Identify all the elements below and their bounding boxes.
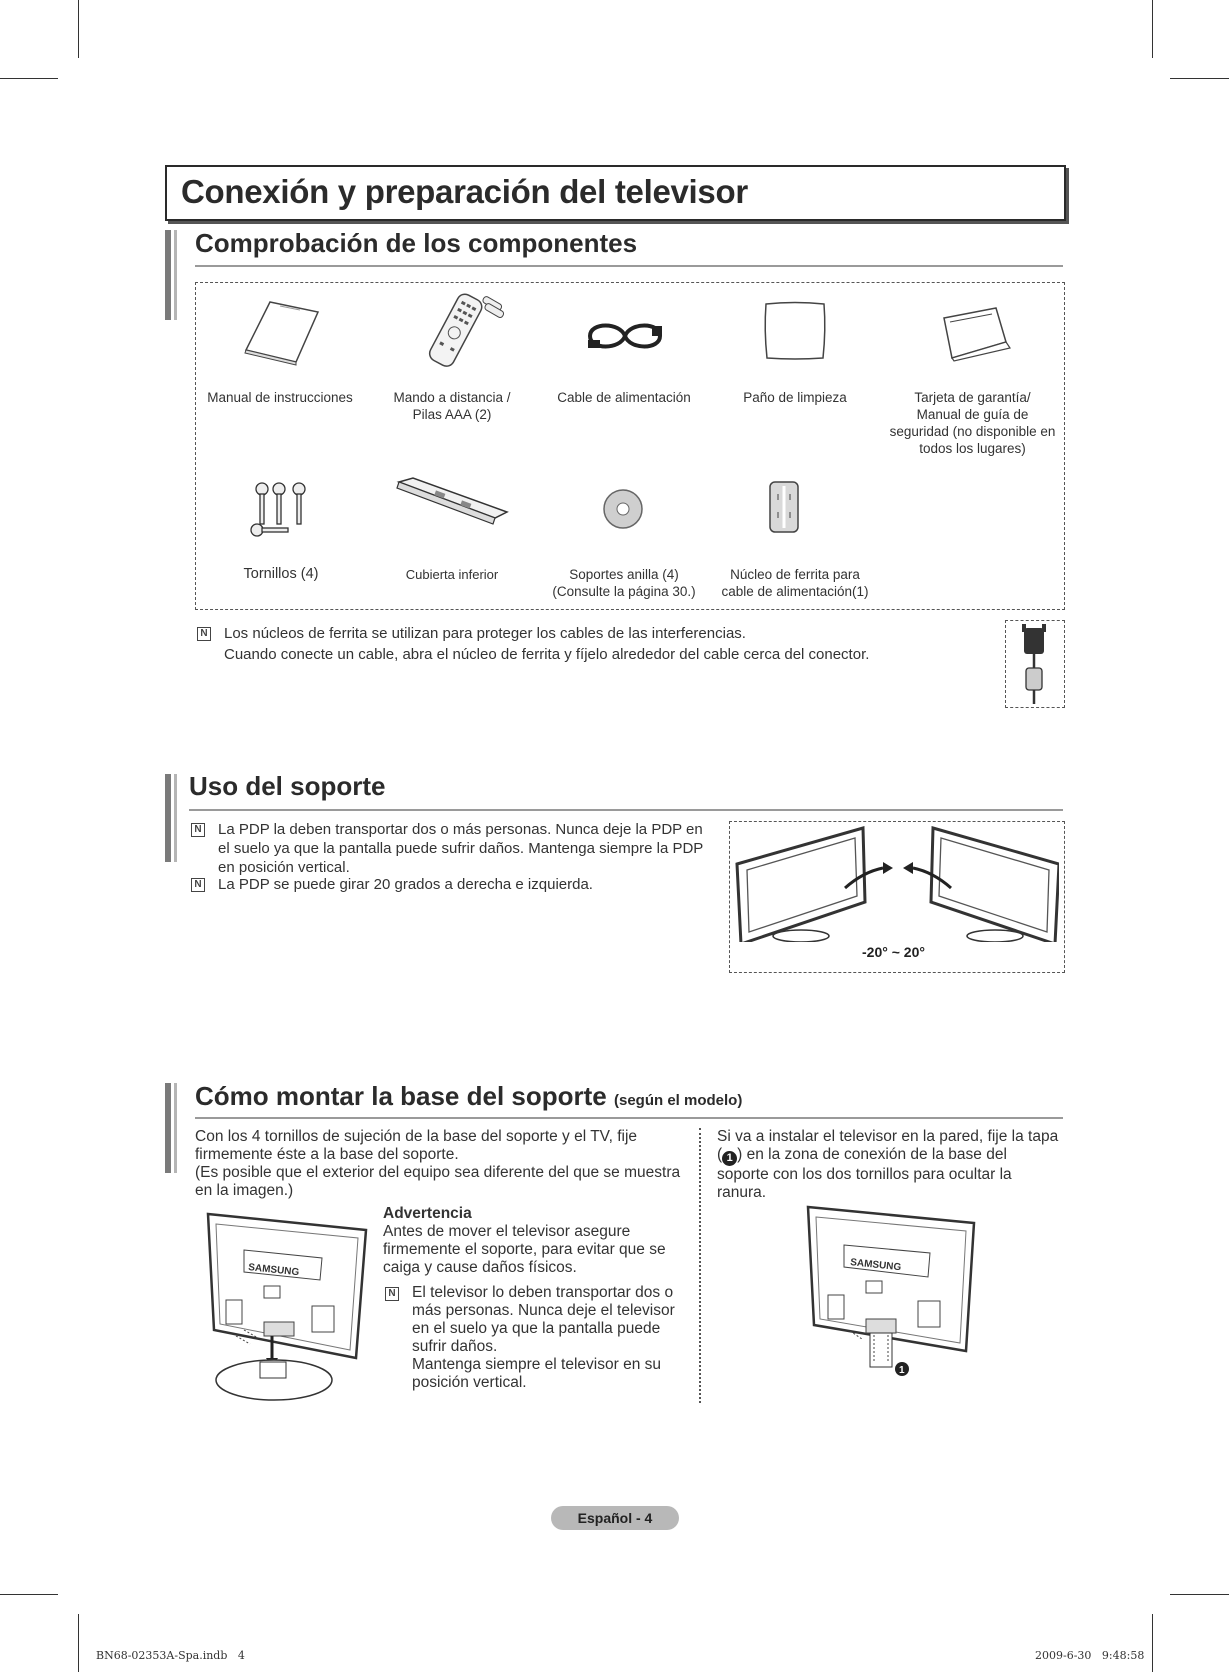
section-title-suffix: (según el modelo) — [613, 1092, 743, 1109]
note-text: La PDP la deben transportar dos o más personas. Nunca deje la PDP en el suelo ya que la pantalla puede sufrir daños. Mantenga siempre la PDP en posición vertical. — [218, 821, 704, 876]
section-rule — [195, 1117, 1063, 1119]
component-label: Tarjeta de garantía/ Manual de guía de seguridad (no disponible en todos los lugares) — [889, 390, 1056, 456]
crop-mark — [1152, 1614, 1153, 1672]
component-label: Manual de instrucciones — [207, 390, 353, 405]
screws-icon — [248, 480, 318, 542]
manual-icon — [240, 298, 325, 366]
note-text: Cuando conecte un cable, abra el núcleo de ferrita y fíjelo alrededor del cable cerca del conector. — [224, 646, 870, 663]
section-bar — [174, 774, 177, 862]
tv-brand-text: SAMSUNG — [849, 1257, 902, 1274]
component-label: Núcleo de ferrita para cable de alimentación(1) — [721, 567, 869, 599]
section-bar — [165, 774, 171, 862]
crop-mark — [1170, 78, 1229, 79]
section-rule — [195, 265, 1063, 267]
section-bar — [165, 230, 171, 320]
note-icon: N — [197, 627, 211, 641]
crop-mark — [0, 78, 58, 79]
ring-holder-icon — [598, 486, 648, 532]
component-label: Soportes anilla (4) (Consulte la página 30.) — [552, 567, 696, 599]
crop-mark — [78, 0, 79, 58]
wall-mount-text-b: ) en la zona de conexión de la base del soporte con los dos tornillos para ocultar la ranura. — [717, 1146, 1012, 1201]
section-title-stand-use: Uso del soporte — [189, 771, 386, 801]
warranty-card-icon — [940, 304, 1015, 362]
section-bar — [174, 1083, 177, 1173]
callout-marker: 1 — [722, 1151, 737, 1166]
crop-mark — [0, 1594, 58, 1595]
cleaning-cloth-icon — [760, 298, 830, 363]
warning-note: El televisor lo deben transportar dos o más personas. Nunca deje el televisor en el suelo ya que la pantalla puede sufrir daños. Mantenga siempre el televisor en su posición vertical. — [412, 1284, 675, 1391]
crop-mark — [1170, 1594, 1229, 1595]
page-title: Conexión y preparación del televisor — [181, 173, 748, 210]
power-cable-icon — [580, 316, 670, 358]
component-label: Tornillos (4) — [243, 566, 319, 582]
crop-mark — [78, 1614, 79, 1672]
note-icon: N — [191, 878, 205, 892]
section-title-text: Cómo montar la base del soporte — [195, 1081, 607, 1111]
rotation-range-label: -20° ~ 20° — [862, 944, 925, 960]
warning-title: Advertencia — [383, 1205, 472, 1222]
note-text: La PDP se puede girar 20 grados a derecha e izquierda. — [218, 876, 593, 893]
footer-file-name: BN68-02353A-Spa.indb 4 — [96, 1649, 245, 1662]
section-rule — [189, 809, 1063, 811]
warning-text: Antes de mover el televisor asegure firmemente el soporte, para evitar que se caiga y cause daños físicos. — [383, 1223, 666, 1276]
tv-back-stand-illustration — [204, 1210, 374, 1410]
section-bar — [174, 230, 177, 320]
wall-mount-text — [717, 1128, 1062, 1202]
tv-back-cover-illustration — [804, 1205, 984, 1385]
ferrite-core-icon — [766, 478, 802, 536]
component-label: Cubierta inferior — [405, 567, 499, 582]
note-text: Los núcleos de ferrita se utilizan para proteger los cables de las interferencias. — [224, 625, 746, 642]
plug-with-ferrite-icon — [1016, 624, 1052, 706]
footer-timestamp: 2009-6-30 9:48:58 — [1035, 1649, 1145, 1662]
note-icon: N — [191, 823, 205, 837]
section-bar — [165, 1083, 171, 1173]
crop-mark — [1152, 0, 1153, 58]
stand-assembly-text: Con los 4 tornillos de sujeción de la base del soporte y el TV, fije firmemente éste a la base del soporte. (Es posible que el exterior del equipo sea diferente del que se muestra en la imagen.) — [195, 1128, 681, 1199]
tv-rotation-illustration — [733, 824, 1059, 942]
remote-control-icon — [412, 292, 522, 367]
column-divider — [699, 1128, 701, 1403]
wall-mount-text-a: Si va a instalar el televisor en la pared, fije la tapa ( — [717, 1128, 1059, 1163]
tv-brand-text: SAMSUNG — [247, 1262, 300, 1279]
component-label: Paño de limpieza — [743, 390, 847, 405]
main-title-box — [165, 165, 1066, 221]
page-number-badge: Español - 4 — [551, 1506, 679, 1530]
note-icon: N — [385, 1287, 399, 1301]
bottom-cover-icon — [395, 476, 510, 528]
component-label: Cable de alimentación — [557, 390, 691, 405]
callout-number: 1 — [899, 1365, 905, 1376]
section-title-stand-base — [195, 1081, 742, 1112]
section-title-components: Comprobación de los componentes — [195, 228, 638, 258]
component-label: Mando a distancia / Pilas AAA (2) — [393, 390, 511, 422]
